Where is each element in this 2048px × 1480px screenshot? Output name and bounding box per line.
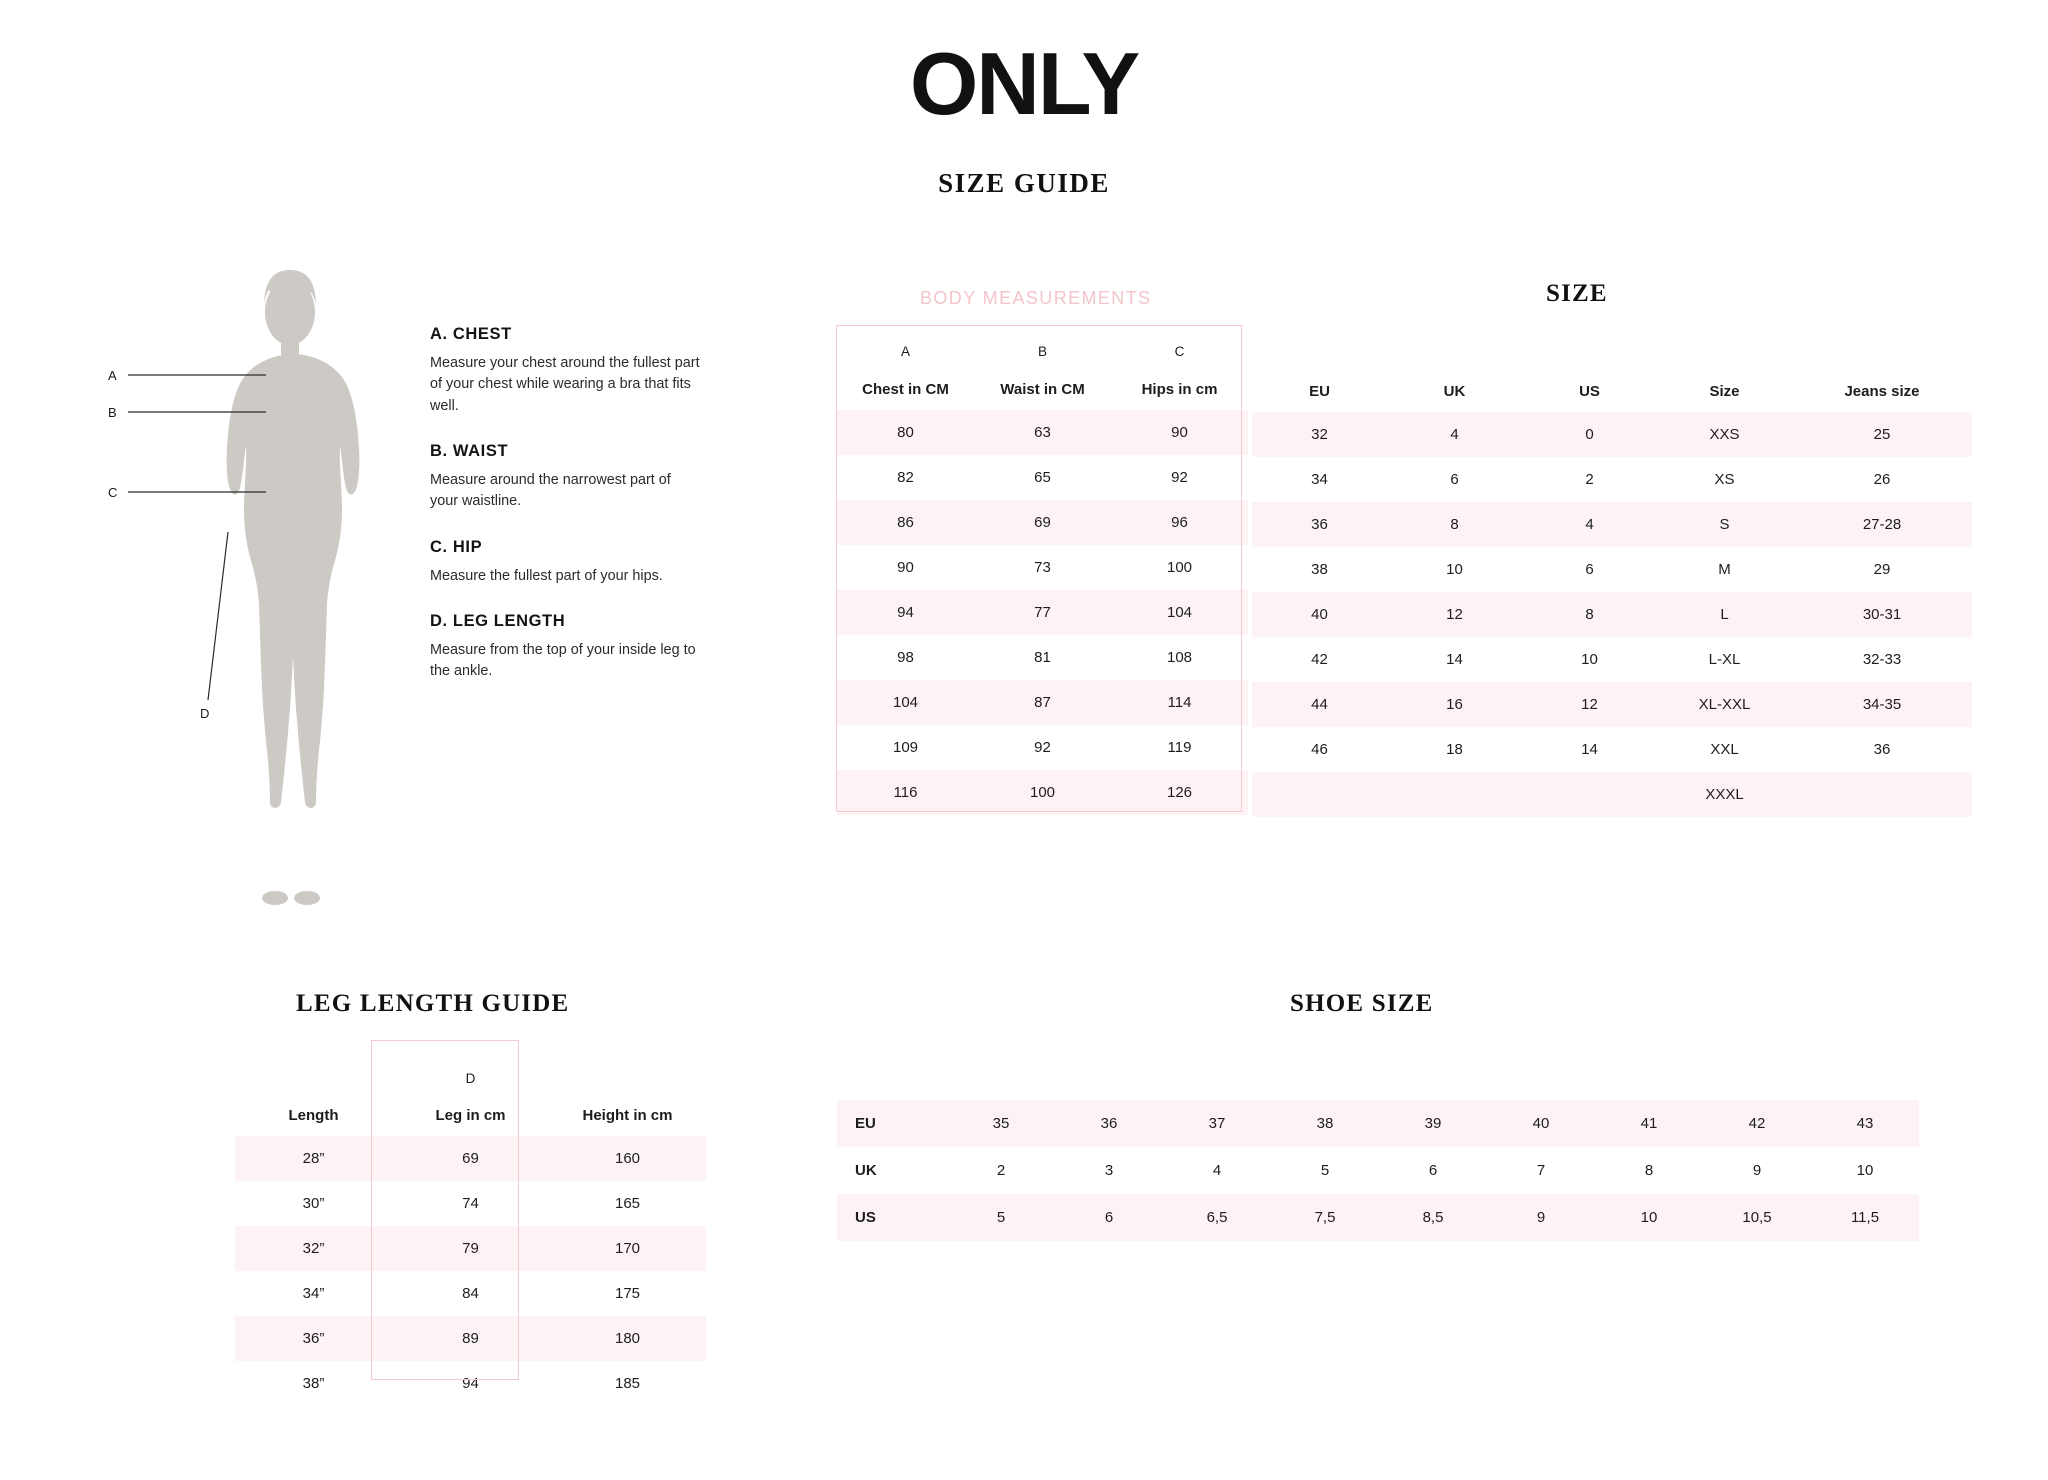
guide-text-waist: Measure around the narrowest part of your waistline. [430,471,671,510]
table-row [235,1181,706,1226]
guide-title-waist: B. WAIST [430,441,509,460]
column-waist: Waist in CM [1000,380,1085,398]
column-hips: Hips in cm [1141,380,1218,398]
cell: 74 [462,1195,479,1212]
cell: 92 [1034,739,1051,756]
cell: L-XL [1708,651,1741,668]
cell: 79 [462,1240,479,1257]
cell: 63 [1034,424,1051,441]
cell: 27-28 [1862,516,1902,533]
column-leg-in-cm: Leg in cm [435,1106,506,1124]
letter-c: C [1174,343,1185,359]
table-row [1252,457,1972,502]
cell: 14 [1581,741,1598,758]
cell: 5 [996,1209,1006,1226]
cell: 34 [1311,471,1328,488]
table-row [837,410,1248,455]
svg-text:C: C [108,485,118,500]
cell: 170 [614,1240,641,1257]
cell: 175 [614,1285,641,1302]
cell: 4 [1585,516,1594,533]
table-row-us [837,1194,1919,1241]
table-row [1252,727,1972,772]
cell: 98 [897,649,914,666]
cell: 180 [614,1330,641,1347]
guide-text-leg-length: Measure from the top of your inside leg to the ankle. [430,641,696,680]
table-row-uk [837,1147,1919,1194]
cell: 32-33 [1862,651,1902,668]
cell: 42 [1311,651,1328,668]
cell: 160 [614,1150,641,1167]
letter-b: B [1037,343,1047,359]
cell: XXL [1710,741,1739,758]
guide-text-chest: Measure your chest around the fullest part of your chest while wearing a bra that fits well. [430,355,700,414]
cell: 90 [897,559,914,576]
cell: 32” [302,1240,325,1257]
cell: 10 [1856,1162,1874,1179]
cell: 12 [1581,696,1598,713]
cell: 8 [1585,606,1594,623]
cell: 2 [1585,471,1594,488]
table-row [235,1136,706,1181]
guide-text-hip: Measure the fullest part of your hips. [430,567,663,584]
cell: 114 [1167,694,1192,711]
table-row [235,1361,706,1406]
column-jeans-size: Jeans size [1844,382,1920,400]
cell: 116 [893,784,918,801]
cell: 69 [1034,514,1051,531]
cell: 126 [1166,784,1193,801]
cell: 185 [614,1375,641,1392]
cell: 11,5 [1850,1209,1880,1226]
cell: 37 [1208,1115,1226,1132]
cell: 25 [1873,426,1891,443]
cell: 8,5 [1422,1209,1444,1226]
cell: XS [1714,471,1735,488]
cell: 0 [1585,426,1594,443]
cell: 35 [992,1115,1010,1132]
letter-d: D [465,1070,476,1086]
cell: 7,5 [1314,1209,1336,1226]
table-row [1252,772,1972,817]
letter-a: A [900,343,910,359]
table-row [1252,637,1972,682]
cell: 30” [302,1195,325,1212]
cell: 36 [1100,1115,1118,1132]
cell: 73 [1034,559,1051,576]
cell: 12 [1446,606,1463,623]
table-header-row [837,368,1248,410]
cell: 65 [1034,469,1051,486]
cell: 46 [1311,741,1328,758]
body-measurements-title: BODY MEASUREMENTS [920,288,1152,308]
cell: 6,5 [1206,1209,1228,1226]
table-row [837,590,1248,635]
cell [1387,772,1522,817]
body-measurements-table [837,325,1248,815]
cell: 119 [1167,739,1192,756]
table-row [235,1271,706,1316]
table-row [1252,502,1972,547]
table-row [1252,682,1972,727]
cell: 36 [1311,516,1328,533]
cell: 10 [1446,561,1463,578]
cell: 28” [302,1150,325,1167]
size-title: SIZE [1546,280,1608,307]
cell: 34-35 [1862,696,1902,713]
cell: 8 [1450,516,1459,533]
column-us: US [1579,382,1600,400]
guide-title-leg-length: D. LEG LENGTH [430,611,566,630]
table-row [1252,547,1972,592]
cell: 89 [462,1330,479,1347]
leg-length-table [235,1055,706,1406]
cell: 96 [1171,514,1188,531]
cell: 69 [462,1150,479,1167]
cell: 44 [1311,696,1328,713]
guide-item-chest [430,325,700,417]
cell: 6 [1104,1209,1114,1226]
cell: 9 [1752,1162,1762,1179]
cell: 104 [892,694,919,711]
cell: 109 [892,739,919,756]
cell: 87 [1034,694,1051,711]
cell: 5 [1320,1162,1330,1179]
cell: 43 [1856,1115,1874,1132]
svg-text:A: A [108,368,117,383]
cell: S [1719,516,1730,533]
guide-item-waist [430,442,700,513]
shoe-size-title: SHOE SIZE [1290,990,1434,1017]
cell: 84 [462,1285,479,1302]
svg-text:B: B [108,405,117,420]
table-row-eu [837,1100,1919,1147]
column-chest: Chest in CM [862,380,949,398]
cell: 3 [1104,1162,1114,1179]
cell: 36” [302,1330,325,1347]
cell: 90 [1171,424,1188,441]
page-title: SIZE GUIDE [938,168,1110,198]
cell: 9 [1536,1209,1546,1226]
table-row [837,635,1248,680]
table-header-letters [837,325,1248,368]
cell: 6 [1450,471,1459,488]
cell: 86 [897,514,914,531]
cell: XL-XXL [1698,696,1751,713]
cell: 82 [897,469,914,486]
leg-length-title: LEG LENGTH GUIDE [296,990,570,1017]
guide-item-leg-length [430,612,700,683]
column-eu: EU [1309,382,1330,400]
cell: 94 [462,1375,479,1392]
cell [1522,772,1657,817]
cell: 39 [1424,1115,1442,1132]
column-size: Size [1709,382,1740,400]
cell: 4 [1450,426,1459,443]
svg-text:D: D [200,706,210,721]
column-uk: UK [1443,382,1466,400]
cell: 34” [302,1285,325,1302]
cell: 36 [1873,741,1891,758]
empty-cell [549,1055,706,1094]
cell: 165 [614,1195,641,1212]
cell: 30-31 [1862,606,1902,623]
table-header-letters [235,1055,706,1094]
cell: 6 [1585,561,1594,578]
cell: 92 [1171,469,1188,486]
table-header-row [235,1094,706,1136]
cell: 40 [1532,1115,1550,1132]
cell: 8 [1644,1162,1654,1179]
table-row [1252,592,1972,637]
table-row [837,500,1248,545]
table-row [837,680,1248,725]
cell: L [1720,606,1729,623]
cell: XXS [1709,426,1740,443]
cell: XXXL [1705,786,1744,803]
guide-title-chest: A. CHEST [430,325,512,343]
row-label-eu: EU [855,1115,876,1132]
size-table [1252,370,1972,817]
cell: 108 [1166,649,1193,666]
cell: 10,5 [1742,1209,1772,1226]
table-row [837,725,1248,770]
table-row [235,1316,706,1361]
table-row [837,770,1248,815]
cell: 104 [1166,604,1193,621]
cell: 29 [1873,561,1891,578]
brand-logo: ONLY [909,34,1139,133]
cell: 32 [1311,426,1328,443]
cell: 18 [1446,741,1463,758]
column-height-in-cm: Height in cm [582,1106,673,1124]
guide-item-hip [430,538,700,587]
cell: 7 [1536,1162,1546,1179]
cell: 100 [1029,784,1056,801]
cell: 14 [1446,651,1463,668]
cell: 81 [1034,649,1051,666]
cell: 38 [1311,561,1328,578]
column-length: Length [288,1106,339,1124]
table-row [235,1226,706,1271]
cell: 77 [1034,604,1051,621]
table-header-row [1252,370,1972,412]
cell: 40 [1311,606,1328,623]
cell [1252,772,1387,817]
row-label-us: US [855,1209,876,1226]
table-row [837,455,1248,500]
cell: 100 [1166,559,1193,576]
table-row [837,545,1248,590]
empty-cell [235,1055,392,1094]
guide-title-hip: C. HIP [430,537,483,556]
cell: 80 [897,424,914,441]
cell: 16 [1446,696,1463,713]
row-label-uk: UK [855,1162,877,1179]
cell [1792,772,1972,817]
cell: 2 [996,1162,1006,1179]
measuring-instructions [430,325,700,708]
cell: 94 [897,604,914,621]
cell: 38” [302,1375,325,1392]
cell: M [1718,561,1731,578]
cell: 10 [1581,651,1598,668]
cell: 41 [1640,1115,1658,1132]
cell: 38 [1316,1115,1334,1132]
table-row [1252,412,1972,457]
shoe-size-table [837,1100,1919,1241]
cell: 4 [1212,1162,1222,1179]
cell: 6 [1428,1162,1438,1179]
cell: 26 [1873,471,1891,488]
cell: 42 [1748,1115,1766,1132]
cell: 10 [1640,1209,1658,1226]
